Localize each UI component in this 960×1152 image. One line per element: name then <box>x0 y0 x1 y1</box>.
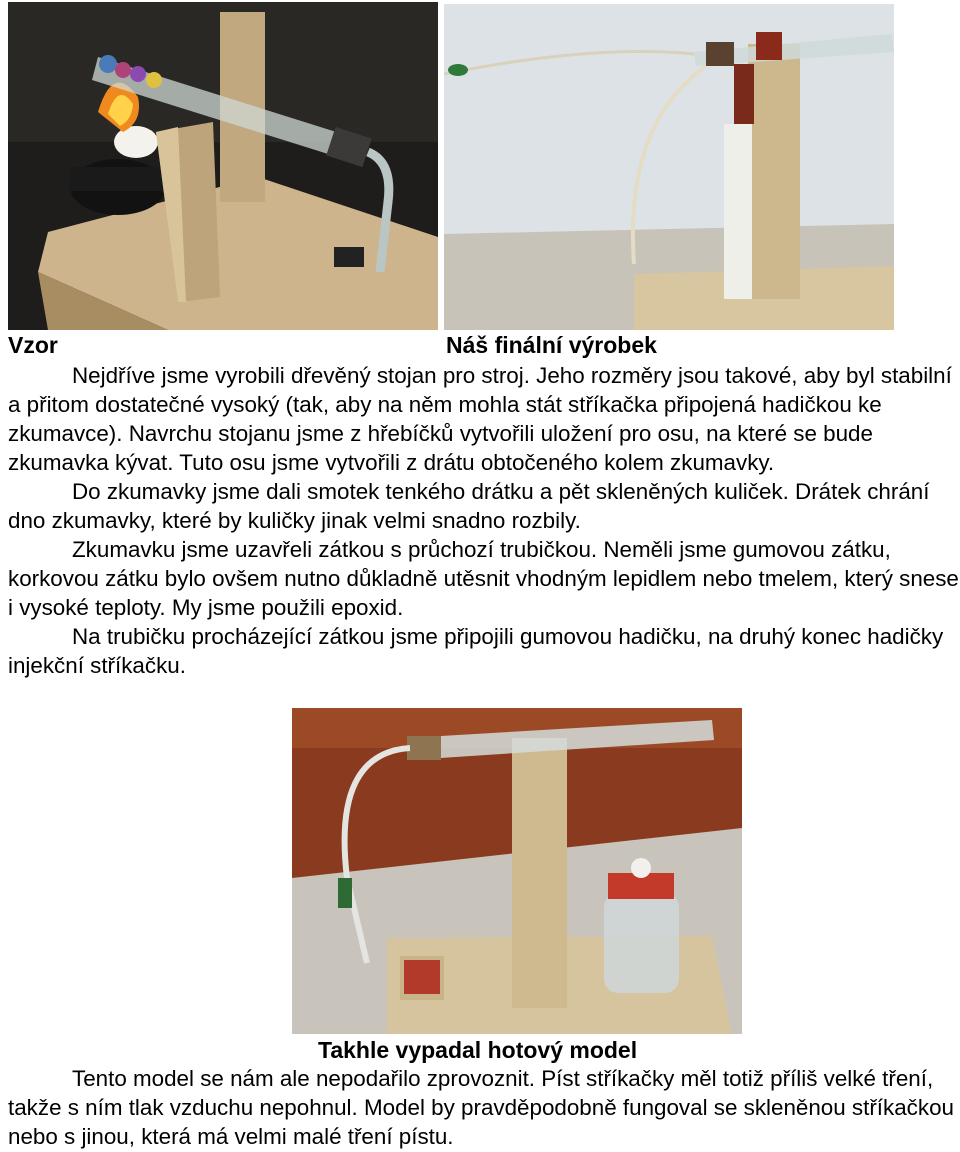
photo-finished-model <box>292 708 742 1034</box>
caption-vzor: Vzor <box>8 332 58 358</box>
paragraph: Nejdříve jsme vyrobili dřevěný stojan pro stroj. Jeho rozměry jsou takové, aby byl stabilní a přitom dostatečné vysoký (tak, aby na něm mohla stát stříkačka připojená hadičkou ke zkumavce). Navrchu stojanu jsme z hřebíčků vytvořili uložení pro osu, na které se bude zkumavka kývat. Tuto osu jsme vytvořili z drátu obtočeného kolem zkumavky. <box>8 363 952 475</box>
paragraph: Na trubičku procházející zátkou jsme připojili gumovou hadičku, na druhý konec hadičky injekční stříkačku. <box>8 624 944 678</box>
paragraph: Do zkumavky jsme dali smotek tenkého drátku a pět skleněných kuliček. Drátek chrání dno zkumavky, které by kuličky jinak velmi snadno rozbily. <box>8 479 930 533</box>
photo-vzor <box>8 2 438 330</box>
photo-final-product <box>444 4 894 330</box>
caption-finished-model: Takhle vypadal hotový model <box>318 1037 638 1063</box>
caption-final-product: Náš finální výrobek <box>446 332 657 358</box>
body-text-top <box>8 361 960 680</box>
paragraph: Zkumavku jsme uzavřeli zátkou s průchozí trubičkou. Neměli jsme gumovou zátku, korkovou zátku bylo ovšem nutno důkladně utěsnit vhodným lepidlem nebo tmelem, který snese i vysoké teploty. My jsme použili epoxid. <box>8 537 959 620</box>
body-text-bottom <box>8 1064 960 1151</box>
paragraph: Tento model se nám ale nepodařilo zprovoznit. Píst stříkačky měl totiž příliš velké tření, takže s ním tlak vzduchu nepohnul. Model by pravděpodobně fungoval se skleněnou stříkačkou nebo s jinou, která má velmi malé tření pístu. <box>8 1066 954 1149</box>
